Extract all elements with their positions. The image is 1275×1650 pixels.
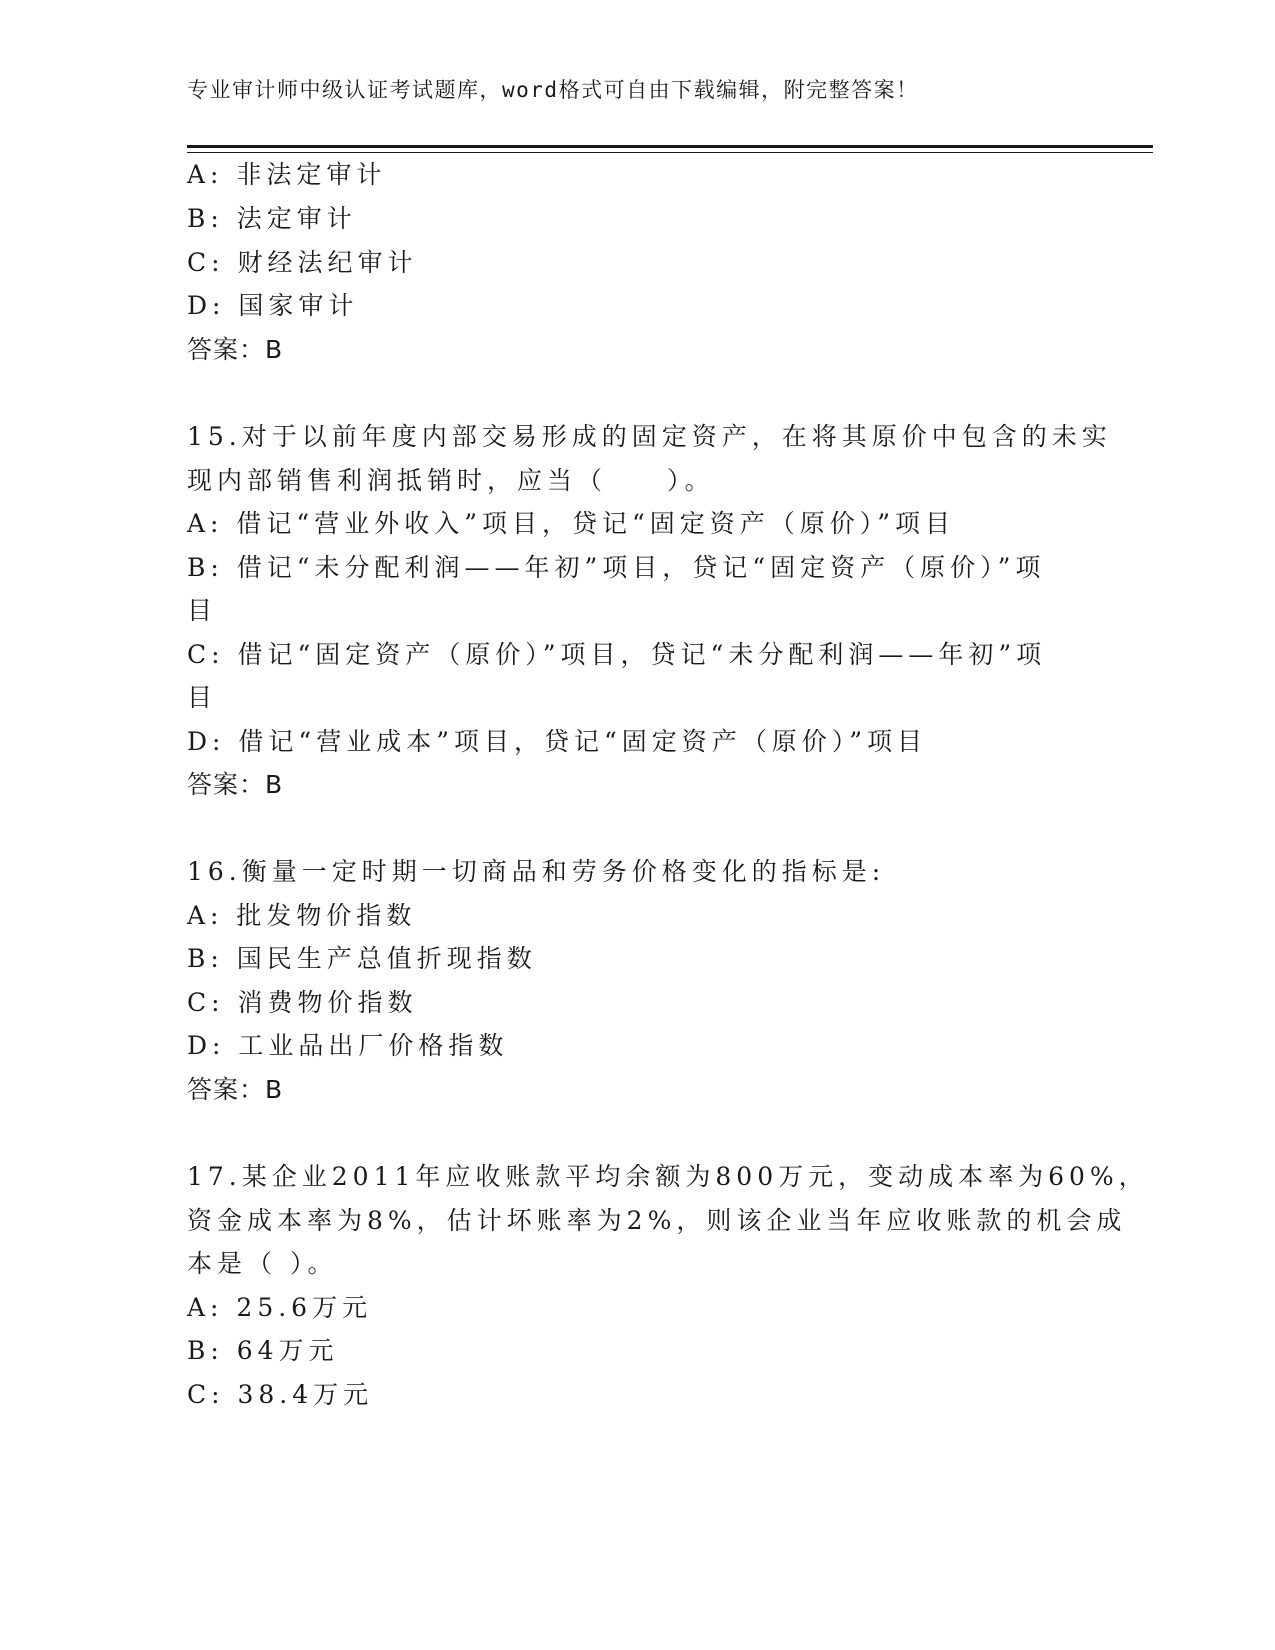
q14-option-c: C: 财经法纪审计 — [187, 248, 418, 277]
header-rule-thick — [187, 145, 1153, 148]
q14-option-a: A: 非法定审计 — [187, 160, 387, 189]
q16-stem: 16.衡量一定时期一切商品和劳务价格变化的指标是: — [187, 857, 886, 886]
q14-option-b: B: 法定审计 — [187, 204, 357, 233]
q17-stem-line-2: 资金成本率为8%，估计坏账率为2%，则该企业当年应收账款的机会成 — [187, 1206, 1127, 1235]
q15-stem-line-2: 现内部销售利润抵销时，应当（ ）。 — [187, 466, 715, 495]
q17-stem-line-1: 17.某企业2011年应收账款平均余额为800万元，变动成本率为60%， — [187, 1162, 1149, 1191]
q16-option-a: A: 批发物价指数 — [187, 901, 417, 930]
q14-answer: 答案：B — [187, 335, 284, 364]
q15-option-d: D: 借记“营业成本”项目，贷记“固定资产（原价）”项目 — [187, 727, 928, 756]
q17-option-c: C: 38.4万元 — [187, 1380, 374, 1409]
q16-option-c: C: 消费物价指数 — [187, 988, 418, 1017]
q15-option-c: C: 借记“固定资产（原价）”项目，贷记“未分配利润——年初”项 — [187, 640, 1047, 669]
q15-answer: 答案：B — [187, 770, 284, 799]
q14-option-d: D: 国家审计 — [187, 291, 359, 320]
q15-option-b-cont: 目 — [187, 596, 218, 625]
q17-option-b: B: 64万元 — [187, 1336, 339, 1365]
q15-option-b: B: 借记“未分配利润——年初”项目，贷记“固定资产（原价）”项 — [187, 553, 1046, 582]
q15-stem-line-1: 15.对于以前年度内部交易形成的固定资产，在将其原价中包含的未实 — [187, 422, 1112, 451]
q16-option-d: D: 工业品出厂价格指数 — [187, 1031, 509, 1060]
q17-option-a: A: 25.6万元 — [187, 1293, 373, 1322]
header-rule-thin — [187, 152, 1153, 153]
q17-stem-line-3: 本是（ ）。 — [187, 1249, 338, 1278]
q16-answer: 答案：B — [187, 1075, 284, 1104]
q16-option-b: B: 国民生产总值折现指数 — [187, 944, 537, 973]
q15-option-c-cont: 目 — [187, 683, 218, 712]
q15-option-a: A: 借记“营业外收入”项目，贷记“固定资产（原价）”项目 — [187, 509, 956, 538]
page-header: 专业审计师中级认证考试题库，word格式可自由下载编辑，附完整答案！ — [187, 78, 919, 102]
